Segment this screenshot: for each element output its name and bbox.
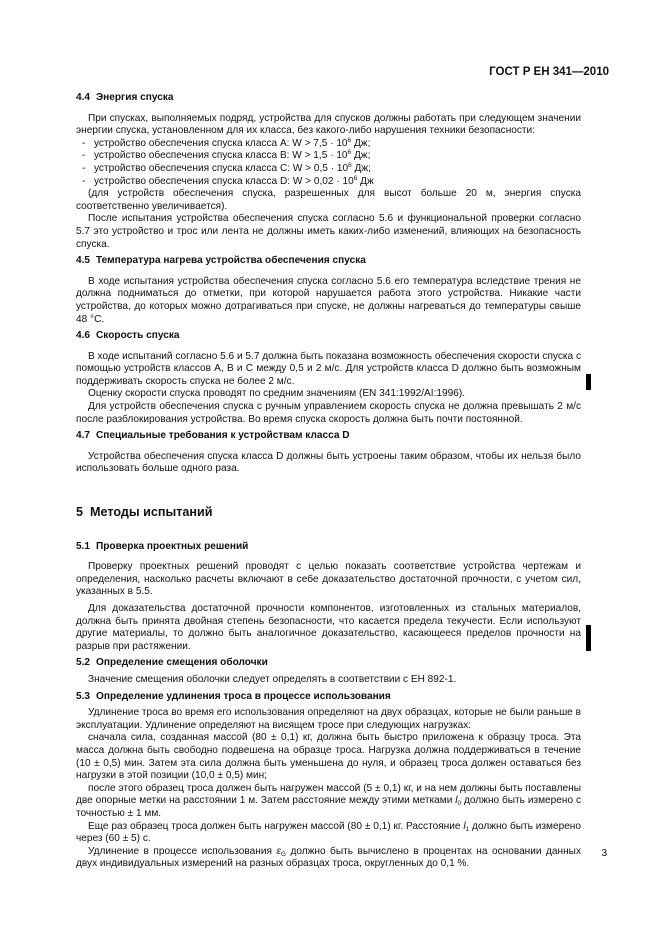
list-item: - устройство обеспечения спуска класса В: $W > 1,5 \cdot 10^6$ Дж;: [82, 149, 371, 162]
chapter-number: 5: [76, 505, 84, 520]
list-item: - устройство обеспечения спуска класса А: $W > 7,5 \cdot 10^6$ Дж;: [82, 136, 371, 149]
paragraph: Устройства обеспечения спуска класса D должны быть устроены таким образом, чтобы их нельзя было использовать больше одного раза.: [76, 450, 581, 475]
paragraph: Для устройств обеспечения спуска с ручным управлением скорость спуска не должна превышать 2 м/с после разблокирования устройства. Во время спуска скорость должна быть почти постоянной.: [76, 401, 581, 425]
document-body: [76, 92, 581, 871]
section-heading: [76, 255, 581, 268]
paragraph: Для доказательства достаточной прочности компонентов, изготовленных из стальных материалов, должна быть принята двойная степень безопасности, что касается предела текучести. Если используют другие материалы, то должно быть аналогичное доказательство, касающееся пределов прочности на разрыв при растяжении.: [76, 603, 581, 652]
change-bar-1: [586, 374, 591, 390]
section-title: Определение смещения оболочки: [96, 657, 268, 669]
list-item: - устройство обеспечения спуска класса D: $W > 0,02 \cdot 10^6$ Дж: [82, 174, 374, 187]
paragraph: В ходе испытаний согласно 5.6 и 5.7 должна быть показана возможность обеспечения скорости спуска с помощью устройств классов А, В и С между 0,5 и 2 м/с. Для устройств класса D должно быть возможным поддерживать скорость спуска не более 2 м/с.: [76, 350, 581, 387]
paragraph: (для устройств обеспечения спуска, разрешенных для высот больше 20 м, энергия спуска соответственно увеличивается).: [76, 188, 581, 212]
paragraph: Проверку проектных решений проводят с целью показать соответствие устройства чертежам и определения, насколько расчеты включают в себе доказательство достаточной прочности, с учетом сил, указанных в 5.5.: [76, 561, 581, 598]
section-number: 5.2: [76, 657, 91, 669]
section-heading: [76, 430, 581, 443]
paragraph: В ходе испытания устройства обеспечения спуска согласно 5.6 его температура вследствие трения не должна подниматься до отметки, при которой нарушается работа этого устройства. Никакие части устройства, до которых можно дотрагиваться при спуске, не должны нагреваться до температуры свыше 48 °C.: [76, 275, 581, 325]
section-heading: [76, 691, 581, 704]
section-number: 4.7: [76, 430, 91, 442]
list-item: - устройство обеспечения спуска класса С: $W > 0,5 \cdot 10^6$ Дж;: [82, 161, 371, 174]
chapter-title: Методы испытаний: [90, 505, 213, 520]
paragraph: Удлинение в процессе использования $\varepsilon_G$ должно быть вычислено в процентах на основании данных двух индивидуальных измерений на разных образцах троса, округленных до 0,1 %.: [76, 845, 581, 870]
section-number: 4.5: [76, 255, 91, 267]
paragraph: Значение смещения оболочки следует определять в соответствии с ЕН 892-1.: [88, 673, 457, 685]
paragraph: При спусках, выполняемых подряд, устройства для спусков должны работать при следующем значении энергии спуска, установленном для их класса, без какого-либо нарушения техники безопасности:: [76, 112, 581, 137]
section-title: Энергия спуска: [96, 92, 174, 103]
paragraph: после этого образец троса должен быть нагружен массой (5 ± 0,1) кг, и на нем должны быть поставлены две опорные метки на расстоянии 1 м. Затем расстояние между этими метками $l_0$ должно быть измерено с точностью ± 1 мм.: [76, 782, 581, 819]
paragraph: сначала сила, созданная массой (80 ± 0,1) кг, должна быть быстро приложена к образцу троса. Эта масса должна быть свободно подвешена на образце троса. Нагрузка должна поддерживаться в течение (10 ± 0,5) мин. Затем эта сила должна быть уменьшена до нуля, и образец троса должен оставаться без нагрузки в этой позиции (10,0 ± 0,5) мин;: [76, 732, 581, 782]
section-heading: [76, 92, 581, 105]
section-title: Температура нагрева устройства обеспечения спуска: [96, 255, 366, 267]
paragraph: Еще раз образец троса должен быть нагружен массой (80 ± 0,1) кг. Расстояние $l_1$ должно быть измерено через (60 ± 5) с.: [76, 820, 581, 845]
section-number: 4.6: [76, 330, 91, 342]
paragraph: После испытания устройства обеспечения спуска согласно 5.6 и функциональной проверки согласно 5.7 это устройство и трос или лента не должны иметь каких-либо изменений, влияющих на безопасность спуска.: [76, 213, 581, 250]
document-id-header: ГОСТ Р ЕН 341—2010: [489, 66, 609, 78]
energy-list: [76, 138, 581, 188]
section-title: Определение удлинения троса в процессе использования: [96, 690, 391, 702]
change-bar-2: [586, 625, 591, 651]
section-number: 5.3: [76, 690, 91, 702]
section-heading: [76, 330, 581, 343]
paragraph: Оценку скорости спуска проводят по средним значениям (EN 341:1992/AI:1996).: [88, 388, 466, 400]
section-heading: [76, 657, 581, 670]
section-title: Специальные требования к устройствам класса D: [96, 430, 350, 442]
chapter-heading: [76, 506, 581, 519]
section-number: 5.1: [76, 540, 91, 552]
section-number: 4.4: [76, 92, 91, 103]
section-heading: [76, 541, 581, 554]
paragraph: Удлинение троса во время его использования определяют на двух образцах, которые не были раньше в эксплуатации. Удлинение определяют на висящем тросе при следующих нагрузках:: [76, 707, 581, 731]
page-number: 3: [601, 848, 607, 859]
section-title: Скорость спуска: [96, 330, 180, 342]
section-title: Проверка проектных решений: [96, 540, 249, 552]
